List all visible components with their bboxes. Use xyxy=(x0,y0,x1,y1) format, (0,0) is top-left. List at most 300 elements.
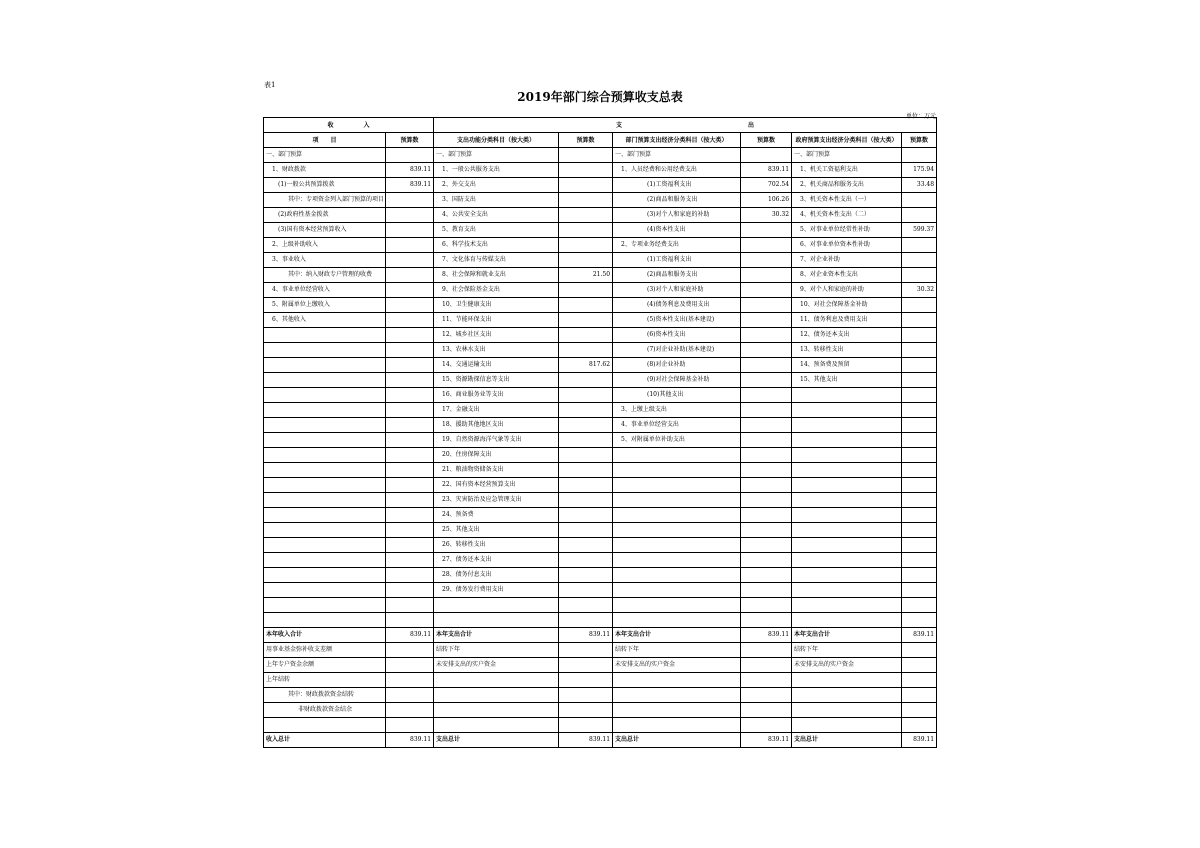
func-budget-cell xyxy=(559,223,613,238)
budget-header: 预算数 xyxy=(559,133,613,148)
func-item-cell: 9、社会保险基金支出 xyxy=(434,283,559,298)
income-item-cell xyxy=(264,358,386,373)
table-row xyxy=(264,478,937,493)
income-item-cell: 其中：纳入财政专户管理的收费 xyxy=(264,268,386,283)
dept-item-cell: 3、上缴上级支出 xyxy=(613,403,741,418)
table-row xyxy=(264,463,937,478)
dept-item-cell: (3)对个人和家庭补助 xyxy=(613,283,741,298)
func-budget-cell xyxy=(559,178,613,193)
func-budget-cell: 21.50 xyxy=(559,268,613,283)
income-item-cell xyxy=(264,343,386,358)
gov-budget-cell xyxy=(902,568,937,583)
gov-item-cell: 14、预备费及预留 xyxy=(792,358,902,373)
dept-item-cell: (3)对个人和家庭的补助 xyxy=(613,208,741,223)
func-budget-cell xyxy=(559,643,613,658)
dept-item-cell: 1、人员经费和公用经费支出 xyxy=(613,163,741,178)
func-item-cell: 8、社会保障和就业支出 xyxy=(434,268,559,283)
table-row xyxy=(264,313,937,328)
func-item-cell: 6、科学技术支出 xyxy=(434,238,559,253)
dept-budget-cell xyxy=(741,493,792,508)
gov-item-cell: 1、机关工资福利支出 xyxy=(792,163,902,178)
income-item-cell: 6、其他收入 xyxy=(264,313,386,328)
dept-item-cell: (9)对社会保障基金补助 xyxy=(613,373,741,388)
dept-item-cell xyxy=(613,703,741,718)
gov-budget-cell: 599.37 xyxy=(902,223,937,238)
func-budget-cell xyxy=(559,313,613,328)
dept-item-cell: (2)商品和服务支出 xyxy=(613,193,741,208)
dept-item-cell xyxy=(613,478,741,493)
dept-item-cell: (1)工资福利支出 xyxy=(613,253,741,268)
func-budget-cell xyxy=(559,148,613,163)
dept-item-cell xyxy=(613,523,741,538)
func-budget-cell: 839.11 xyxy=(559,628,613,643)
table-row xyxy=(264,388,937,403)
table-row xyxy=(264,223,937,238)
gov-item-cell xyxy=(792,568,902,583)
dept-item-cell xyxy=(613,568,741,583)
dept-budget-cell xyxy=(741,463,792,478)
income-item-cell: (3)国有资本经营预算收入 xyxy=(264,223,386,238)
dept-item-cell: 支出总计 xyxy=(613,733,741,748)
func-budget-cell xyxy=(559,298,613,313)
income-item-cell: 其中：财政拨款资金结转 xyxy=(264,688,386,703)
gov-budget-cell xyxy=(902,253,937,268)
dept-item-cell: (8)对企业补助 xyxy=(613,358,741,373)
table-row xyxy=(264,703,937,718)
dept-budget-cell xyxy=(741,553,792,568)
func-budget-cell xyxy=(559,238,613,253)
func-item-cell: 11、节能环保支出 xyxy=(434,313,559,328)
income-item-cell: 上年专户资金余额 xyxy=(264,658,386,673)
gov-budget-cell xyxy=(902,298,937,313)
table-row xyxy=(264,613,937,628)
dept-budget-cell: 30.32 xyxy=(741,208,792,223)
dept-item-cell: (7)对企业补助(基本建设) xyxy=(613,343,741,358)
income-budget-cell xyxy=(386,538,434,553)
func-budget-cell xyxy=(559,253,613,268)
gov-item-cell: 15、其他支出 xyxy=(792,373,902,388)
gov-item-cell: 2、机关商品和服务支出 xyxy=(792,178,902,193)
gov-item-cell: 3、机关资本性支出（一） xyxy=(792,193,902,208)
gov-budget-cell xyxy=(902,238,937,253)
dept-item-cell: (2)商品和服务支出 xyxy=(613,268,741,283)
table-row xyxy=(264,538,937,553)
dept-item-cell: 一、部门预算 xyxy=(613,148,741,163)
func-item-cell: 14、交通运输支出 xyxy=(434,358,559,373)
income-item-cell xyxy=(264,448,386,463)
income-item-cell xyxy=(264,433,386,448)
table-row xyxy=(264,418,937,433)
table-row xyxy=(264,688,937,703)
func-item-cell: 10、卫生健康支出 xyxy=(434,298,559,313)
func-item-cell: 7、文化体育与传媒支出 xyxy=(434,253,559,268)
dept-budget-cell xyxy=(741,223,792,238)
func-budget-cell xyxy=(559,283,613,298)
income-item-cell: 4、事业单位经营收入 xyxy=(264,283,386,298)
budget-header: 预算数 xyxy=(902,133,937,148)
income-item-cell xyxy=(264,568,386,583)
dept-budget-cell: 839.11 xyxy=(741,163,792,178)
func-item-cell: 24、预备费 xyxy=(434,508,559,523)
func-budget-cell xyxy=(559,658,613,673)
income-item-cell: 3、事业收入 xyxy=(264,253,386,268)
dept-item-cell xyxy=(613,583,741,598)
func-budget-cell xyxy=(559,583,613,598)
func-item-cell: 21、粮油物资储备支出 xyxy=(434,463,559,478)
income-budget-cell xyxy=(386,148,434,163)
table-row xyxy=(264,673,937,688)
dept-item-cell xyxy=(613,598,741,613)
income-item-cell: 收入总计 xyxy=(264,733,386,748)
gov-budget-cell xyxy=(902,328,937,343)
gov-budget-cell xyxy=(902,208,937,223)
income-item-cell xyxy=(264,538,386,553)
table-row xyxy=(264,253,937,268)
gov-item-cell xyxy=(792,403,902,418)
gov-item-cell: 13、转移性支出 xyxy=(792,343,902,358)
table-row xyxy=(264,403,937,418)
func-budget-cell xyxy=(559,343,613,358)
dept-item-cell: 4、事业单位经营支出 xyxy=(613,418,741,433)
income-budget-cell xyxy=(386,718,434,733)
income-item-cell xyxy=(264,388,386,403)
table-row xyxy=(264,283,937,298)
func-item-cell: 13、农林水支出 xyxy=(434,343,559,358)
income-budget-cell xyxy=(386,253,434,268)
gov-item-cell: 6、对事业单位资本性补助 xyxy=(792,238,902,253)
dept-budget-cell xyxy=(741,268,792,283)
func-budget-cell xyxy=(559,613,613,628)
income-budget-cell xyxy=(386,433,434,448)
gov-item-cell xyxy=(792,703,902,718)
dept-budget-cell: 839.11 xyxy=(741,628,792,643)
table-row xyxy=(264,493,937,508)
dept-item-cell xyxy=(613,493,741,508)
dept-item-cell: 5、对附属单位补助支出 xyxy=(613,433,741,448)
dept-budget-cell xyxy=(741,613,792,628)
func-item-cell: 20、住房保障支出 xyxy=(434,448,559,463)
gov-budget-cell xyxy=(902,388,937,403)
gov-item-cell: 结转下年 xyxy=(792,643,902,658)
income-item-cell xyxy=(264,523,386,538)
income-budget-cell: 839.11 xyxy=(386,163,434,178)
func-item-cell: 27、债务还本支出 xyxy=(434,553,559,568)
income-budget-cell xyxy=(386,238,434,253)
gov-budget-cell xyxy=(902,418,937,433)
func-budget-cell: 839.11 xyxy=(559,733,613,748)
table-row xyxy=(264,658,937,673)
func-item-cell: 22、国有资本经营预算支出 xyxy=(434,478,559,493)
dept-budget-cell xyxy=(741,373,792,388)
gov-item-cell xyxy=(792,478,902,493)
table-row xyxy=(264,598,937,613)
dept-budget-cell: 106.26 xyxy=(741,193,792,208)
income-budget-cell xyxy=(386,358,434,373)
income-item-cell xyxy=(264,583,386,598)
dept-budget-cell xyxy=(741,643,792,658)
gov-budget-cell xyxy=(902,523,937,538)
dept-budget-cell xyxy=(741,148,792,163)
dept-budget-cell xyxy=(741,358,792,373)
dept-item-cell xyxy=(613,718,741,733)
income-budget-cell: 839.11 xyxy=(386,628,434,643)
func-budget-cell xyxy=(559,703,613,718)
table-row xyxy=(264,508,937,523)
income-item-cell xyxy=(264,613,386,628)
dept-budget-cell xyxy=(741,313,792,328)
func-item-cell xyxy=(434,673,559,688)
gov-budget-cell xyxy=(902,613,937,628)
dept-budget-cell xyxy=(741,388,792,403)
table-row xyxy=(264,208,937,223)
income-budget-cell xyxy=(386,298,434,313)
dept-budget-cell xyxy=(741,328,792,343)
dept-item-cell xyxy=(613,613,741,628)
dept-item-cell xyxy=(613,688,741,703)
income-item-cell: 本年收入合计 xyxy=(264,628,386,643)
dept-item-cell: 本年支出合计 xyxy=(613,628,741,643)
expense-header: 支 出 xyxy=(434,118,937,133)
gov-budget-cell xyxy=(902,643,937,658)
income-budget-cell xyxy=(386,643,434,658)
func-budget-cell xyxy=(559,508,613,523)
gov-item-cell xyxy=(792,508,902,523)
dept-budget-cell xyxy=(741,253,792,268)
gov-budget-cell xyxy=(902,598,937,613)
gov-item-cell: 本年支出合计 xyxy=(792,628,902,643)
func-budget-cell xyxy=(559,418,613,433)
gov-budget-cell: 175.94 xyxy=(902,163,937,178)
func-item-cell: 26、转移性支出 xyxy=(434,538,559,553)
budget-table xyxy=(263,117,937,748)
budget-header: 预算数 xyxy=(741,133,792,148)
income-item-cell xyxy=(264,328,386,343)
dept-budget-cell xyxy=(741,688,792,703)
table-row xyxy=(264,733,937,748)
dept-item-cell: (1)工资福利支出 xyxy=(613,178,741,193)
dept-item-cell: 2、专项业务经费支出 xyxy=(613,238,741,253)
income-budget-cell xyxy=(386,493,434,508)
income-item-cell: 5、附属单位上缴收入 xyxy=(264,298,386,313)
income-item-cell: 2、上级补助收入 xyxy=(264,238,386,253)
income-budget-cell xyxy=(386,553,434,568)
dept-budget-cell xyxy=(741,523,792,538)
gov-budget-cell: 839.11 xyxy=(902,628,937,643)
income-budget-cell xyxy=(386,703,434,718)
income-budget-cell xyxy=(386,403,434,418)
gov-budget-cell xyxy=(902,703,937,718)
gov-item-cell xyxy=(792,718,902,733)
income-budget-cell xyxy=(386,568,434,583)
func-budget-cell xyxy=(559,493,613,508)
income-item-cell: 其中：专项资金列入部门预算的项目 xyxy=(264,193,386,208)
income-budget-cell xyxy=(386,283,434,298)
income-item-cell xyxy=(264,493,386,508)
gov-budget-cell xyxy=(902,343,937,358)
dept-budget-cell xyxy=(741,418,792,433)
income-budget-cell xyxy=(386,508,434,523)
header-row-columns xyxy=(264,133,937,148)
func-item-cell: 19、自然资源海洋气象等支出 xyxy=(434,433,559,448)
gov-budget-cell xyxy=(902,358,937,373)
dept-budget-cell xyxy=(741,343,792,358)
dept-budget-cell: 702.54 xyxy=(741,178,792,193)
dept-item-cell: (4)资本性支出 xyxy=(613,223,741,238)
func-item-cell: 一、部门预算 xyxy=(434,148,559,163)
gov-item-cell xyxy=(792,538,902,553)
income-item-cell xyxy=(264,463,386,478)
gov-budget-cell xyxy=(902,403,937,418)
gov-econ-class-header: 政府预算支出经济分类科目（按大类） xyxy=(792,133,902,148)
gov-budget-cell xyxy=(902,448,937,463)
dept-budget-cell xyxy=(741,568,792,583)
func-item-cell: 支出总计 xyxy=(434,733,559,748)
gov-item-cell xyxy=(792,418,902,433)
func-budget-cell xyxy=(559,163,613,178)
dept-item-cell xyxy=(613,673,741,688)
gov-budget-cell xyxy=(902,508,937,523)
income-item-cell: 上年结转 xyxy=(264,673,386,688)
gov-budget-cell: 839.11 xyxy=(902,733,937,748)
dept-budget-cell xyxy=(741,448,792,463)
gov-item-cell: 11、债务利息及费用支出 xyxy=(792,313,902,328)
dept-budget-cell xyxy=(741,238,792,253)
income-budget-cell xyxy=(386,268,434,283)
func-budget-cell xyxy=(559,538,613,553)
income-item-cell xyxy=(264,718,386,733)
func-item-cell: 16、商业服务业等支出 xyxy=(434,388,559,403)
table-row xyxy=(264,433,937,448)
table-row xyxy=(264,568,937,583)
func-item-cell: 25、其他支出 xyxy=(434,523,559,538)
income-budget-cell xyxy=(386,208,434,223)
func-budget-cell xyxy=(559,718,613,733)
dept-item-cell: (10)其他支出 xyxy=(613,388,741,403)
dept-budget-cell xyxy=(741,433,792,448)
table-row xyxy=(264,178,937,193)
func-budget-cell xyxy=(559,403,613,418)
func-item-cell xyxy=(434,613,559,628)
func-budget-cell xyxy=(559,208,613,223)
income-item-cell xyxy=(264,508,386,523)
income-budget-cell xyxy=(386,613,434,628)
gov-budget-cell xyxy=(902,313,937,328)
func-item-cell: 本年支出合计 xyxy=(434,628,559,643)
gov-item-cell xyxy=(792,583,902,598)
income-item-cell: 用事业基金弥补收支差额 xyxy=(264,643,386,658)
budget-header: 预算数 xyxy=(386,133,434,148)
dept-budget-cell xyxy=(741,538,792,553)
income-item-cell xyxy=(264,418,386,433)
func-item-cell: 18、援助其他地区支出 xyxy=(434,418,559,433)
func-item-cell: 2、外交支出 xyxy=(434,178,559,193)
income-budget-cell xyxy=(386,343,434,358)
income-budget-cell xyxy=(386,478,434,493)
table-row xyxy=(264,193,937,208)
gov-item-cell xyxy=(792,493,902,508)
dept-budget-cell xyxy=(741,598,792,613)
item-header: 项 目 xyxy=(264,133,386,148)
income-header: 收 入 xyxy=(264,118,434,133)
income-item-cell: 非财政拨款资金结余 xyxy=(264,703,386,718)
func-item-cell xyxy=(434,598,559,613)
table-row xyxy=(264,523,937,538)
table-number: 表1 xyxy=(264,81,276,89)
func-budget-cell xyxy=(559,373,613,388)
dept-item-cell: 结转下年 xyxy=(613,643,741,658)
gov-budget-cell xyxy=(902,673,937,688)
income-item-cell: (1)一般公共预算拨款 xyxy=(264,178,386,193)
gov-budget-cell xyxy=(902,658,937,673)
table-row xyxy=(264,553,937,568)
table-row xyxy=(264,583,937,598)
income-budget-cell xyxy=(386,673,434,688)
func-budget-cell xyxy=(559,388,613,403)
func-item-cell: 28、债务付息支出 xyxy=(434,568,559,583)
dept-item-cell: (6)资本性支出 xyxy=(613,328,741,343)
func-item-cell xyxy=(434,688,559,703)
table-row xyxy=(264,628,937,643)
func-item-cell: 结转下年 xyxy=(434,643,559,658)
dept-item-cell xyxy=(613,463,741,478)
gov-budget-cell xyxy=(902,193,937,208)
gov-budget-cell xyxy=(902,268,937,283)
gov-budget-cell xyxy=(902,433,937,448)
income-budget-cell xyxy=(386,463,434,478)
table-row xyxy=(264,148,937,163)
income-item-cell: 一、部门预算 xyxy=(264,148,386,163)
income-item-cell: (2)政府性基金拨款 xyxy=(264,208,386,223)
gov-budget-cell: 33.48 xyxy=(902,178,937,193)
gov-budget-cell xyxy=(902,538,937,553)
gov-item-cell: 5、对事业单位经常性补助 xyxy=(792,223,902,238)
gov-item-cell xyxy=(792,553,902,568)
income-item-cell xyxy=(264,598,386,613)
income-budget-cell xyxy=(386,658,434,673)
func-item-cell: 1、一般公共服务支出 xyxy=(434,163,559,178)
income-budget-cell xyxy=(386,583,434,598)
gov-budget-cell xyxy=(902,478,937,493)
func-item-cell: 未安排支出的实户资金 xyxy=(434,658,559,673)
func-budget-cell xyxy=(559,478,613,493)
table-row xyxy=(264,373,937,388)
dept-item-cell: (5)资本性支出(基本建设) xyxy=(613,313,741,328)
table-row xyxy=(264,448,937,463)
income-item-cell xyxy=(264,553,386,568)
gov-budget-cell xyxy=(902,553,937,568)
unit-label: 单位：万元 xyxy=(905,113,936,120)
income-budget-cell xyxy=(386,193,434,208)
func-budget-cell: 817.62 xyxy=(559,358,613,373)
func-item-cell: 17、金融支出 xyxy=(434,403,559,418)
gov-item-cell: 8、对企业资本性支出 xyxy=(792,268,902,283)
income-budget-cell: 839.11 xyxy=(386,178,434,193)
dept-budget-cell xyxy=(741,673,792,688)
income-item-cell xyxy=(264,403,386,418)
income-budget-cell: 839.11 xyxy=(386,733,434,748)
gov-budget-cell xyxy=(902,583,937,598)
func-budget-cell xyxy=(559,688,613,703)
gov-item-cell xyxy=(792,448,902,463)
func-item-cell: 12、城乡社区支出 xyxy=(434,328,559,343)
gov-item-cell: 7、对企业补助 xyxy=(792,253,902,268)
table-row xyxy=(264,268,937,283)
func-budget-cell xyxy=(559,568,613,583)
table-row xyxy=(264,343,937,358)
table-row xyxy=(264,643,937,658)
gov-item-cell xyxy=(792,433,902,448)
func-budget-cell xyxy=(559,598,613,613)
